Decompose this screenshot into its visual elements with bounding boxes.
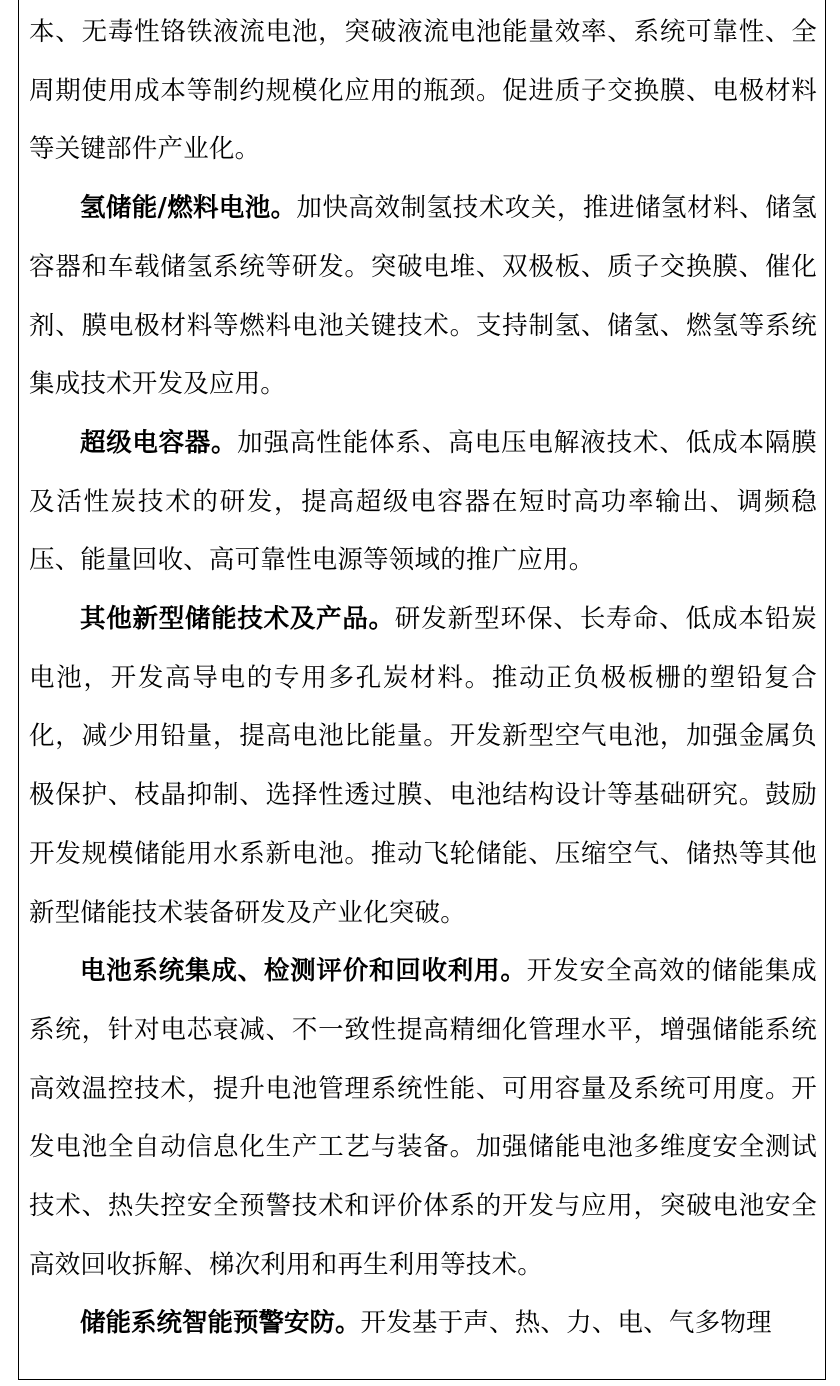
paragraph-heading: 超级电容器。 [80, 427, 238, 458]
paragraph-other-storage [29, 590, 817, 942]
paragraph-text: 本、无毒性铬铁液流电池，突破液流电池能量效率、系统可靠性、全周期使用成本等制约规模化应用的瓶颈。促进质子交换膜、电极材料等关键部件产业化。 [29, 17, 817, 165]
paragraph-text: 开发安全高效的储能集成系统，针对电芯衰减、不一致性提高精细化管理水平，增强储能系统高效温控技术，提升电池管理系统性能、可用容量及系统可用度。开发电池全自动信息化生产工艺与装备。加强储能电池多维度安全测试技术、热失控安全预警技术和评价体系的开发与应用，突破电池安全高效回收拆解、梯次利用和再生利用等技术。 [29, 956, 817, 1280]
paragraph-heading: 电池系统集成、检测评价和回收利用。 [80, 956, 527, 987]
paragraph-text: 加强高性能体系、高电压电解液技术、低成本隔膜及活性炭技术的研发，提高超级电容器在短时高功率输出、调频稳压、能量回收、高可靠性电源等领域的推广应用。 [29, 427, 817, 576]
paragraph-heading: 其他新型储能技术及产品。 [80, 604, 395, 635]
paragraph-supercapacitor [29, 414, 817, 590]
paragraph-text: 加快高效制氢技术攻关，推进储氢材料、储氢容器和车载储氢系统等研发。突破电堆、双极板、质子交换膜、催化剂、膜电极材料等燃料电池关键技术。支持制氢、储氢、燃氢等系统集成技术开发及应用。 [29, 193, 817, 400]
paragraph-battery-integration [29, 942, 817, 1294]
paragraph-safety-warning [29, 1294, 817, 1353]
paragraph-heading: 氢储能/燃料电池。 [80, 193, 297, 224]
document-body [29, 3, 817, 1353]
page-frame [18, 0, 826, 1380]
paragraph-hydrogen-storage [29, 179, 817, 414]
paragraph-continuation [29, 3, 817, 179]
paragraph-text: 开发基于声、热、力、电、气多物理 [360, 1308, 772, 1339]
paragraph-text: 研发新型环保、长寿命、低成本铅炭电池，开发高导电的专用多孔炭材料。推动正负极板栅的塑铅复合化，减少用铅量，提高电池比能量。开发新型空气电池，加强金属负极保护、枝晶抑制、选择性透过膜、电池结构设计等基础研究。鼓励开发规模储能用水系新电池。推动飞轮储能、压缩空气、储热等其他新型储能技术装备研发及产业化突破。 [29, 604, 817, 928]
paragraph-heading: 储能系统智能预警安防。 [80, 1308, 361, 1339]
